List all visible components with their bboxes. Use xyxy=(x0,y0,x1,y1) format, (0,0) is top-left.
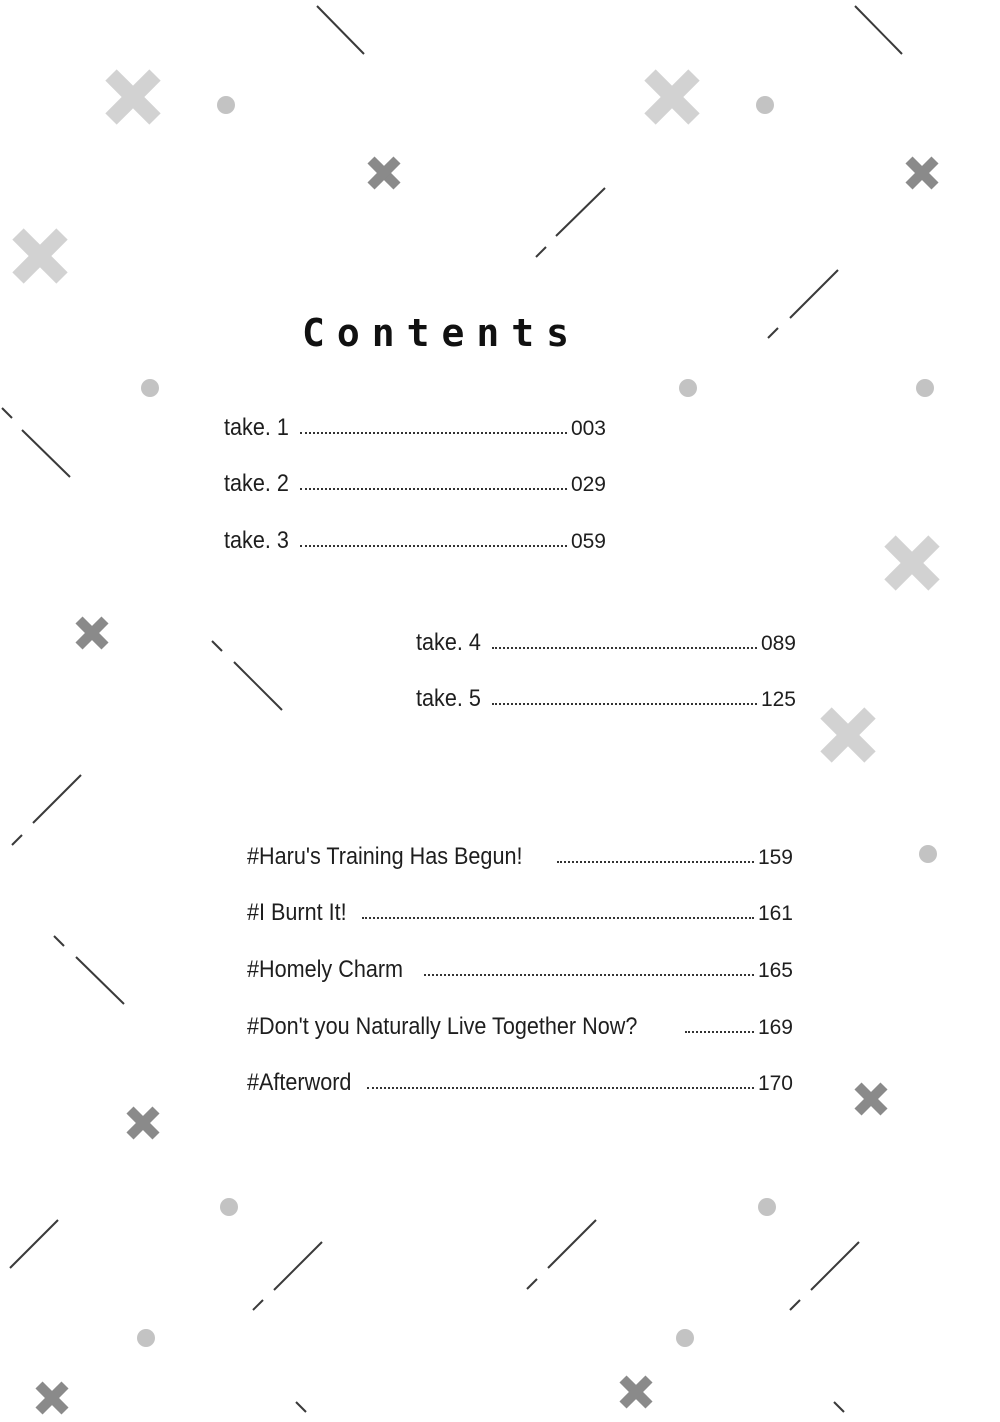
toc-entry-label: #Afterword xyxy=(247,1069,352,1096)
toc-entry-label: #Haru's Training Has Begun! xyxy=(247,843,523,870)
cross-icon xyxy=(909,160,935,186)
dot-icon xyxy=(217,96,235,114)
slash-line xyxy=(12,835,22,845)
toc-entry-page: 029 xyxy=(570,473,606,496)
dot-leader xyxy=(362,917,754,919)
slash-line xyxy=(855,6,902,54)
cross-icon xyxy=(39,1385,65,1411)
dot-icon xyxy=(679,379,697,397)
toc-entry-label: take. 1 xyxy=(224,414,289,441)
toc-entry[interactable] xyxy=(247,956,793,990)
dot-leader xyxy=(492,647,757,649)
slash-line xyxy=(296,1402,306,1412)
cross-icon xyxy=(18,234,62,278)
dot-icon xyxy=(916,379,934,397)
slash-line xyxy=(212,641,222,651)
cross-icon xyxy=(623,1379,649,1405)
slash-line xyxy=(768,328,778,338)
page-title: Contents xyxy=(302,311,582,355)
toc-entry-page: 059 xyxy=(570,530,606,553)
toc-entry-label: #I Burnt It! xyxy=(247,899,347,926)
slash-line xyxy=(33,775,81,823)
cross-icon xyxy=(371,160,397,186)
toc-entry[interactable] xyxy=(247,1069,793,1103)
toc-entry-page: 169 xyxy=(757,1016,793,1039)
toc-entry[interactable] xyxy=(416,685,796,719)
toc-entry-page: 170 xyxy=(757,1072,793,1095)
dot-icon xyxy=(141,379,159,397)
dot-leader xyxy=(685,1031,754,1033)
slash-line xyxy=(10,1220,58,1268)
toc-entry-label: #Homely Charm xyxy=(247,956,404,983)
toc-entry[interactable] xyxy=(224,414,606,448)
slash-line xyxy=(22,430,70,477)
toc-entry-label: take. 5 xyxy=(416,685,481,712)
dot-leader xyxy=(300,432,567,434)
slash-line xyxy=(274,1242,322,1290)
toc-entry[interactable] xyxy=(416,629,796,663)
dot-icon xyxy=(756,96,774,114)
dot-leader xyxy=(492,703,757,705)
slash-line xyxy=(76,957,124,1004)
toc-entry-label: take. 3 xyxy=(224,527,289,554)
dot-icon xyxy=(676,1329,694,1347)
cross-icon xyxy=(650,75,694,119)
dot-icon xyxy=(919,845,937,863)
slash-line xyxy=(2,408,12,418)
slash-line xyxy=(548,1220,596,1268)
slash-line xyxy=(790,1300,800,1310)
slash-line xyxy=(790,270,838,318)
toc-entry[interactable] xyxy=(247,1013,793,1047)
toc-entry-page: 165 xyxy=(757,959,793,982)
slash-line xyxy=(253,1300,263,1310)
dot-leader xyxy=(300,545,567,547)
toc-entry[interactable] xyxy=(224,470,606,504)
cross-icon xyxy=(130,1110,156,1136)
toc-entry[interactable] xyxy=(224,527,606,561)
cross-icon xyxy=(890,541,934,585)
toc-entry-page: 003 xyxy=(570,417,606,440)
slash-line xyxy=(536,247,546,257)
slash-line xyxy=(811,1242,859,1290)
dot-icon xyxy=(758,1198,776,1216)
dot-icon xyxy=(137,1329,155,1347)
dot-leader xyxy=(424,974,754,976)
toc-entry-page: 125 xyxy=(760,688,796,711)
toc-entry-page: 159 xyxy=(757,846,793,869)
toc-entry-label: #Don't you Naturally Live Together Now? xyxy=(247,1013,638,1040)
slash-line xyxy=(556,188,605,236)
toc-entry-page: 161 xyxy=(757,902,793,925)
toc-entry-label: take. 4 xyxy=(416,629,481,656)
toc-entry-page: 089 xyxy=(760,632,796,655)
slash-line xyxy=(527,1279,537,1289)
cross-icon xyxy=(858,1086,884,1112)
toc-entry[interactable] xyxy=(247,843,793,877)
toc-entry[interactable] xyxy=(247,899,793,933)
slash-line xyxy=(317,6,364,54)
cross-icon xyxy=(826,713,870,757)
dot-icon xyxy=(220,1198,238,1216)
slash-line xyxy=(234,662,282,710)
slash-line xyxy=(834,1402,844,1412)
dot-leader xyxy=(300,488,567,490)
cross-icon xyxy=(79,620,105,646)
dot-leader xyxy=(557,861,754,863)
cross-icon xyxy=(111,75,155,119)
slash-line xyxy=(54,936,64,946)
toc-entry-label: take. 2 xyxy=(224,470,289,497)
dot-leader xyxy=(367,1087,754,1089)
